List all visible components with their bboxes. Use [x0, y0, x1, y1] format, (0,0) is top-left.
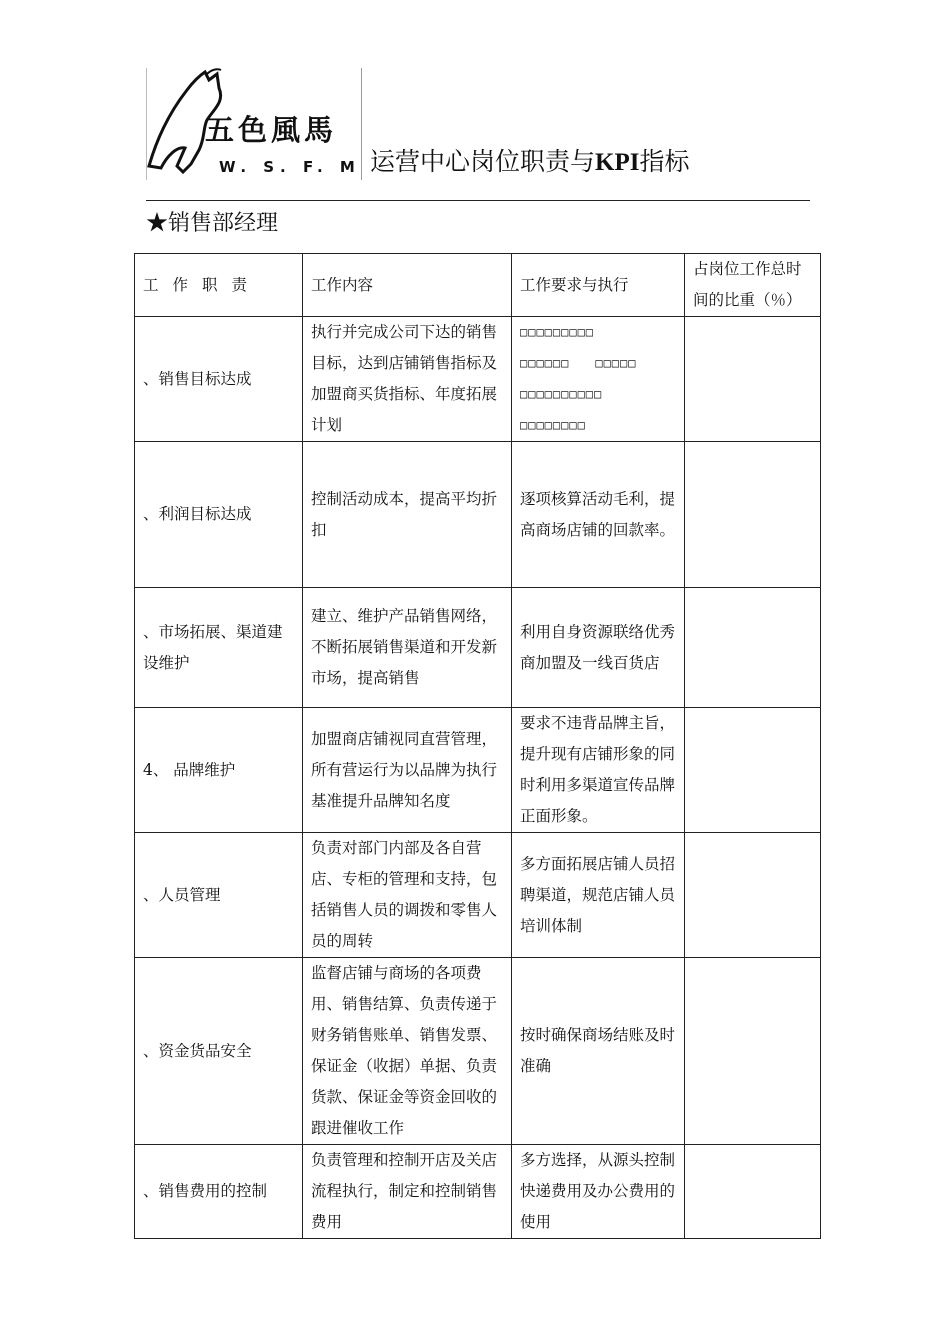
row-requirement: 逐项核算活动毛利，提高商场店铺的回款率。: [512, 442, 685, 588]
requirement-line: □□□□□□□□□□: [520, 387, 603, 401]
row-duty: 、人员管理: [135, 833, 303, 958]
requirement-line: □□□□□□□□□: [520, 325, 595, 339]
row-content: 建立、维护产品销售网络，不断拓展销售渠道和开发新市场，提高销售: [303, 588, 512, 708]
row-requirement: 多方选择，从源头控制快递费用及办公费用的使用: [512, 1145, 685, 1239]
row-ratio: [685, 708, 821, 833]
header-ratio: 占岗位工作总时间的比重（％）: [685, 254, 821, 317]
table-row: [135, 442, 821, 588]
table-row: [135, 833, 821, 958]
header-duty: 工作职责: [135, 254, 303, 317]
row-ratio: [685, 958, 821, 1145]
logo-brand-chinese: 五色風馬: [205, 113, 338, 147]
row-requirement: [512, 317, 685, 442]
row-requirement: 利用自身资源联络优秀商加盟及一线百货店: [512, 588, 685, 708]
row-duty: 、销售费用的控制: [135, 1145, 303, 1239]
row-ratio: [685, 442, 821, 588]
row-content: 监督店铺与商场的各项费用、销售结算、负责传递于财务销售账单、销售发票、保证金（收据）单据、负责货款、保证金等资金回收的跟进催收工作: [303, 958, 512, 1145]
row-duty: 、销售目标达成: [135, 317, 303, 442]
header-content: 工作内容: [303, 254, 512, 317]
logo-brand-english: W. S. F. M: [219, 158, 361, 176]
table-header-row: [135, 254, 821, 317]
row-requirement: 多方面拓展店铺人员招聘渠道，规范店铺人员培训体制: [512, 833, 685, 958]
title-kpi: KPI: [595, 149, 640, 176]
row-duty: 4、 品牌维护: [135, 708, 303, 833]
row-content: 负责管理和控制开店及关店流程执行，制定和控制销售费用: [303, 1145, 512, 1239]
table-row: [135, 317, 821, 442]
row-requirement: 要求不违背品牌主旨，提升现有店铺形象的同时利用多渠道宣传品牌正面形象。: [512, 708, 685, 833]
requirement-line: □□□□□□ □□□□□: [520, 356, 637, 370]
row-ratio: [685, 833, 821, 958]
row-ratio: [685, 588, 821, 708]
row-ratio: [685, 317, 821, 442]
title-suffix: 指标: [639, 147, 690, 176]
header-divider: [146, 200, 810, 201]
table-row: [135, 708, 821, 833]
section-title: ★销售部经理: [146, 211, 279, 236]
title-prefix: 运营中心岗位职责与: [370, 147, 596, 176]
kpi-table: [134, 253, 821, 1239]
requirement-line: □□□□□□□□: [520, 418, 586, 432]
row-duty: 、市场拓展、渠道建设维护: [135, 588, 303, 708]
document-title: [370, 142, 689, 178]
table-row: [135, 588, 821, 708]
row-duty: 、利润目标达成: [135, 442, 303, 588]
header-requirement: 工作要求与执行: [512, 254, 685, 317]
row-duty: 、资金货品安全: [135, 958, 303, 1145]
company-logo: [146, 68, 362, 180]
row-content: 控制活动成本，提高平均折扣: [303, 442, 512, 588]
row-requirement: 按时确保商场结账及时准确: [512, 958, 685, 1145]
row-content: 负责对部门内部及各自营店、专柜的管理和支持，包括销售人员的调拨和零售人员的周转: [303, 833, 512, 958]
table-row: [135, 958, 821, 1145]
table-row: [135, 1145, 821, 1239]
row-content: 执行并完成公司下达的销售目标，达到店铺销售指标及加盟商买货指标、年度拓展计划: [303, 317, 512, 442]
row-ratio: [685, 1145, 821, 1239]
row-content: 加盟商店铺视同直营管理，所有营运行为以品牌为执行基准提升品牌知名度: [303, 708, 512, 833]
